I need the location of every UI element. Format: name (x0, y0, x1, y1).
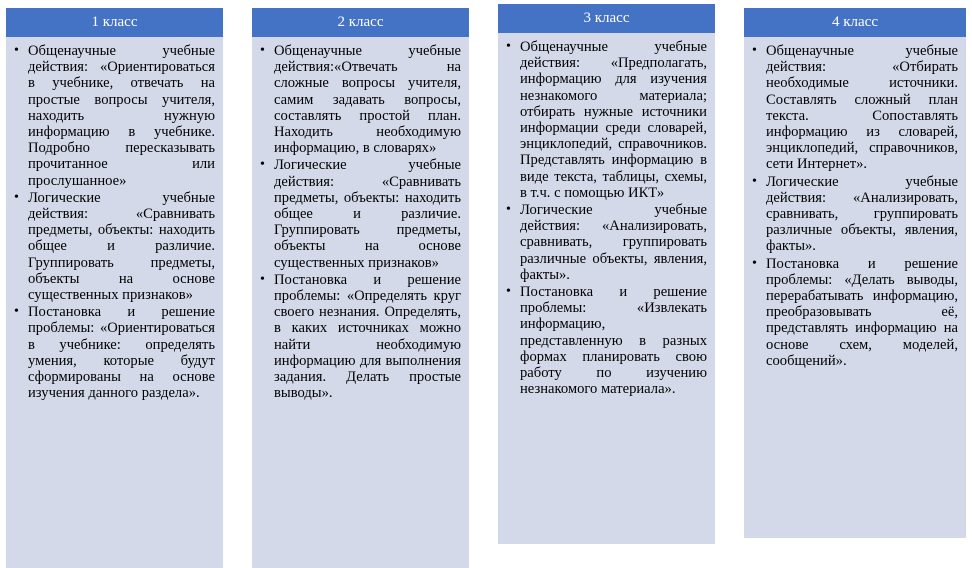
column-body (498, 33, 715, 544)
list-item (750, 256, 958, 369)
bullet-icon: • (14, 304, 19, 320)
bullet-icon: • (260, 157, 265, 173)
list-item (504, 39, 707, 201)
item-text: Общенаучные учебные действия:«Отвечать на сложные вопросы учителя, самим задавать вопросы, составлять простой план. Находить необходимую информацию, в словарях» (274, 43, 461, 157)
item-text: Постановка и решение проблемы: «Извлекать информацию, представленную в разных формах планировать свою работу по изучению незнакомого материала». (520, 284, 707, 398)
list-item (258, 157, 461, 270)
column-grade-3 (498, 4, 715, 544)
column-grade-2 (252, 8, 469, 568)
item-list (504, 39, 707, 397)
item-list (12, 43, 215, 401)
bullet-icon: • (752, 173, 757, 189)
item-text: Логические учебные действия: «Сравнивать предметы, объекты: находить общее и различие. Группировать предметы, объекты на основе существенных признаков» (274, 157, 461, 271)
column-header: 1 класс (6, 8, 223, 37)
bullet-icon: • (14, 189, 19, 205)
bullet-icon: • (260, 271, 265, 287)
list-item (750, 43, 958, 173)
column-header: 2 класс (252, 8, 469, 37)
item-text: Общенаучные учебные действия: «Ориентироваться в учебнике, отвечать на простые вопросы учителя, находить нужную информацию в учебнике. Подробно пересказывать прочитанное или прослушанное» (28, 43, 215, 189)
bullet-icon: • (506, 202, 511, 218)
item-text: Логические учебные действия: «Сравнивать предметы, объекты: находить общее и различие. Группировать предметы, объекты на основе существенных признаков» (28, 189, 215, 304)
item-text: Общенаучные учебные действия: «Отбирать необходимые источники. Составлять сложный план текста. Сопоставлять информацию из словарей, энциклопедий, справочников, сети Интернет». (766, 43, 958, 173)
bullet-icon: • (506, 284, 511, 300)
list-item (258, 43, 461, 156)
bullet-icon: • (752, 43, 757, 58)
item-text: Постановка и решение проблемы: «Определять круг своего незнания. Определять, в каких источниках можно найти необходимую информацию для выполнения задания. Делать простые выводы». (274, 271, 461, 402)
column-grade-1 (6, 8, 223, 568)
bullet-icon: • (14, 43, 19, 58)
column-body (744, 37, 966, 538)
item-list (258, 43, 461, 401)
list-item (504, 202, 707, 283)
list-item (12, 43, 215, 189)
item-text: Постановка и решение проблемы: «Ориентироваться в учебнике: определять умения, которые будут сформированы на основе изучения данного раздела». (28, 304, 215, 402)
list-item (504, 284, 707, 397)
bullet-icon: • (752, 255, 757, 271)
list-item (258, 272, 461, 402)
bullet-icon: • (506, 39, 511, 54)
item-list (750, 43, 958, 369)
column-header: 3 класс (498, 4, 715, 33)
list-item (750, 174, 958, 255)
item-text: Логические учебные действия: «Анализировать, сравнивать, группировать различные объекты, явления, факты». (766, 173, 958, 255)
item-text: Постановка и решение проблемы: «Делать выводы, перерабатывать информацию, преобразовывать её, представлять информацию на основе схем, моделей, сообщений». (766, 255, 958, 369)
item-text: Логические учебные действия: «Анализировать, сравнивать, группировать различные объекты, явления, факты». (520, 202, 707, 283)
list-item (12, 304, 215, 401)
bullet-icon: • (260, 43, 265, 58)
column-body (252, 37, 469, 568)
column-body (6, 37, 223, 568)
column-header: 4 класс (744, 8, 966, 37)
column-grade-4 (744, 8, 966, 538)
list-item (12, 190, 215, 303)
item-text: Общенаучные учебные действия: «Предполагать, информацию для изучения незнакомого материала; отбирать нужные источники информации среди словарей, энциклопедий, справочников. Представлять информацию в виде текста, таблицы, схемы, в т.ч. с помощью ИКТ» (520, 39, 707, 201)
